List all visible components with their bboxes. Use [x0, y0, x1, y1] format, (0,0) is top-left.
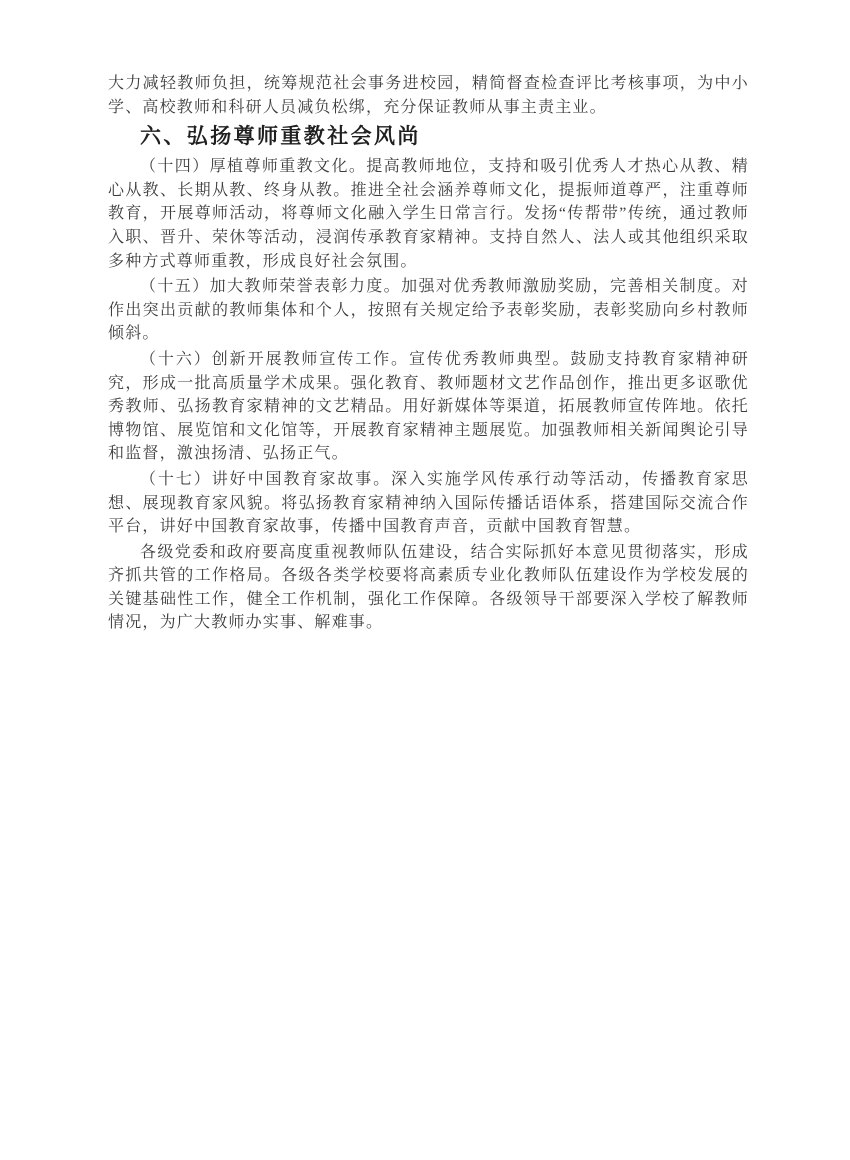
- paragraph-17: （十七）讲好中国教育家故事。深入实施学风传承行动等活动，传播教育家思想、展现教育家风貌。将弘扬教育家精神纳入国际传播话语体系，搭建国际交流合作平台，讲好中国教育家故事，传播中国教育声音，贡献中国教育智慧。: [108, 470, 749, 536]
- document-content: [108, 70, 749, 637]
- closing-paragraph: 各级党委和政府要高度重视教师队伍建设，结合实际抓好本意见贯彻落实，形成齐抓共管的工作格局。各级各类学校要将高素质专业化教师队伍建设作为学校发展的关键基础性工作，健全工作机制，强化工作保障。各级领导干部要深入学校了解教师情况，为广大教师办实事、解难事。: [108, 543, 749, 632]
- paragraph-16: （十六）创新开展教师宣传工作。宣传优秀教师典型。鼓励支持教育家精神研究，形成一批高质量学术成果。强化教育、教师题材文艺作品创作，推出更多讴歌优秀教师、弘扬教育家精神的文艺精品。用好新媒体等渠道，拓展教师宣传阵地。依托博物馆、展览馆和文化馆等，开展教育家精神主题展览。加强教师相关新闻舆论引导和监督，激浊扬清、弘扬正气。: [108, 350, 749, 463]
- paragraph-14: （十四）厚植尊师重教文化。提高教师地位，支持和吸引优秀人才热心从教、精心从教、长期从教、终身从教。推进全社会涵养尊师文化，提振师道尊严，注重尊师教育，开展尊师活动，将尊师文化融入学生日常言行。发扬“传帮带”传统，通过教师入职、晋升、荣休等活动，浸润传承教育家精神。支持自然人、法人或其他组织采取多种方式尊师重教，形成良好社会氛围。: [108, 158, 749, 270]
- paragraph-15: （十五）加大教师荣誉表彰力度。加强对优秀教师激励奖励，完善相关制度。对作出突出贡献的教师集体和个人，按照有关规定给予表彰奖励，表彰奖励向乡村教师倾斜。: [108, 278, 749, 343]
- section-heading: 六、弘扬尊师重教社会风尚: [140, 125, 421, 149]
- intro-paragraph: 大力减轻教师负担，统筹规范社会事务进校园，精简督查检查评比考核事项，为中小学、高校教师和科研人员减负松绑，充分保证教师从事主责主业。: [108, 75, 749, 116]
